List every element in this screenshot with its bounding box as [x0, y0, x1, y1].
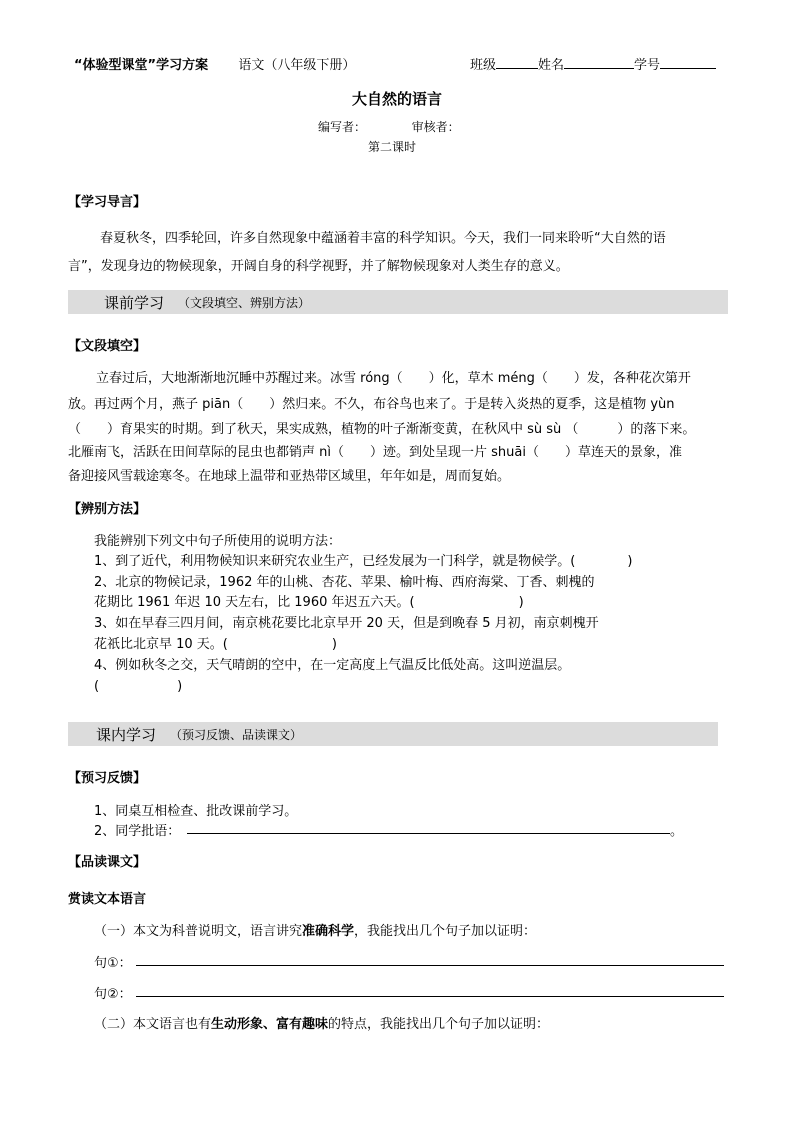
methods-line: 2、北京的物候记录，1962 年的山桃、杏花、苹果、榆叶梅、西府海棠、丁香、刺槐的 [94, 575, 595, 590]
methods-line: 3、如在早春三四月间，南京桃花要比北京早开 20 天，但是到晚春 5 月初，南京刺槐开 [94, 616, 599, 631]
methods-heading: 【辨别方法】 [68, 502, 147, 517]
question-1-text-end: ，我能找出几个句子加以证明： [354, 924, 537, 939]
methods-line: ( ) [94, 679, 183, 694]
reading-subheading: 赏读文本语言 [68, 892, 147, 907]
fill-heading: 【文段填空】 [68, 339, 147, 354]
question-1-emphasis: 准确科学 [302, 924, 355, 939]
question-2-emphasis: 生动形象、富有趣味 [211, 1017, 329, 1032]
fill-line: （ ）育果实的时期。到了秋天，果实成熟，植物的叶子渐渐变黄，在秋风中 sù sù （ ）的落下来。 [68, 422, 696, 437]
methods-line: 花期比 1961 年迟 10 天左右，比 1960 年迟五六天。( ) [94, 595, 524, 610]
sentence-2-label: 句②： [94, 987, 132, 1002]
preview-item-2-end: 。 [670, 824, 684, 839]
intro-heading: 【学习导言】 [68, 195, 147, 210]
question-2-text: （二）本文语言也有 [94, 1017, 212, 1032]
class-label: 班级 [470, 58, 497, 73]
class-field[interactable] [496, 55, 538, 69]
fill-line: 放。再过两个月，燕子 piān（ ）然归来。不久，布谷鸟也来了。于是转入炎热的夏季，这是植物 yùn [68, 397, 675, 412]
student-info [470, 54, 716, 73]
bar-subtitle: （预习反馈、品读课文） [170, 728, 303, 742]
course-title: “体验型课堂”学习方案 [74, 58, 209, 73]
lesson-label: 第二课时 [368, 140, 417, 154]
bar-title: 课前学习 [104, 294, 165, 312]
header [74, 54, 355, 73]
bar-subtitle: （文段填空、辨别方法） [178, 296, 311, 310]
methods-line: 1、到了近代，利用物候知识来研究农业生产，已经发展为一门科学，就是物候学。( ) [94, 554, 633, 569]
question-2-text-end: 的特点，我能找出几个句子加以证明： [328, 1017, 550, 1032]
fill-line: 立春过后，大地渐渐地沉睡中苏醒过来。冰雪 róng（ ）化，草木 méng（ ）发，各种花次第开 [96, 371, 691, 386]
sentence-1-answer-line[interactable] [136, 965, 724, 966]
question-1-text: （一）本文为科普说明文，语言讲究 [94, 924, 303, 939]
reviewer-label: 审核者： [411, 120, 460, 134]
sentence-2-answer-line[interactable] [136, 996, 724, 997]
intro-line-1: 春夏秋冬，四季轮回，许多自然现象中蕴涵着丰富的科学知识。今天，我们一同来聆听“大自然的语 [100, 231, 666, 246]
preview-heading: 【预习反馈】 [68, 771, 147, 786]
fill-line: 北雁南飞，活跃在田间草际的昆虫也都销声 nì（ ）迹。到处呈现一片 shuāi（ ）草连天的景象，准 [68, 445, 682, 460]
intro-line-2: 言”，发现身边的物候现象，开阔自身的科学视野，并了解物候现象对人类生存的意义。 [68, 259, 569, 274]
preview-item-1: 1、同桌互相检查、批改课前学习。 [94, 804, 298, 819]
id-field[interactable] [660, 55, 716, 69]
comment-answer-line[interactable] [187, 833, 670, 834]
subject-label: 语文（八年级下册） [238, 58, 356, 73]
page-title: 大自然的语言 [351, 90, 442, 108]
editor-label: 编写者： [318, 120, 367, 134]
reading-heading: 【品读课文】 [68, 855, 147, 870]
question-2 [94, 1013, 549, 1032]
question-1 [94, 920, 536, 939]
sentence-1-label: 句①： [94, 956, 132, 971]
name-field[interactable] [564, 55, 634, 69]
name-label: 姓名 [538, 58, 565, 73]
preview-item-2: 2、同学批语： [94, 824, 181, 839]
fill-line: 备迎接风雪载途寒冬。在地球上温带和亚热带区域里，年年如是，周而复始。 [68, 469, 511, 484]
editor-line [318, 118, 460, 135]
section-bar-in-class [68, 722, 718, 746]
methods-line: 花祇比北京早 10 天。( ) [94, 637, 337, 652]
id-label: 学号 [634, 58, 661, 73]
methods-line: 4、例如秋冬之交，天气晴朗的空中，在一定高度上气温反比低处高。这叫逆温层。 [94, 658, 571, 673]
section-bar-pre-study [68, 290, 728, 314]
bar-title: 课内学习 [96, 726, 157, 744]
methods-line: 我能辨别下列文中句子所使用的说明方法： [94, 534, 342, 549]
